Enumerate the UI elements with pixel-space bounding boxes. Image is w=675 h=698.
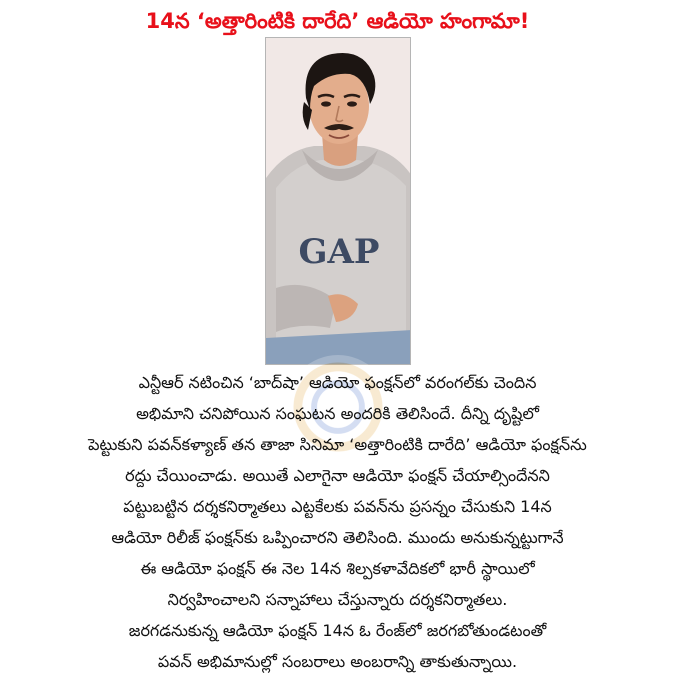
article-line: ఈ ఆడియో ఫంక్షన్ ఈ నెల 14న శిల్పకళావేదికలో భారీ స్థాయిలో bbox=[140, 559, 535, 578]
article-line: ఆడియో రిలీజ్ ఫంక్షన్‌కు ఒప్పించారని తెలిసింది. ముందు అనుకున్నట్టుగానే bbox=[111, 528, 564, 547]
article-line: జరగడనుకున్న ఆడియో ఫంక్షన్ 14న ఓ రేంజ్‌లో జరగబోతుండటంతో bbox=[128, 621, 547, 640]
actor-photo bbox=[265, 37, 411, 365]
actor-photo-illustration bbox=[266, 38, 411, 365]
article-line: రద్దు చేయించాడు. అయితే ఎలాగైనా ఆడియో ఫంక్షన్ చేయాల్సిందేనని bbox=[125, 466, 550, 485]
article-line: ఎన్టీఆర్ నటించిన ‘బాద్‌షా’ ఆడియో ఫంక్షన్‌లో వరంగల్‌కు చెందిన bbox=[138, 373, 537, 392]
article-line: పట్టుబట్టిన దర్శకనిర్మాతలు ఎట్టకేలకు పవన్‌ను ప్రసన్నం చేసుకుని 14న bbox=[123, 497, 552, 516]
article-line: పెట్టుకుని పవన్‌కళ్యాణ్ తన తాజా సినిమా ‘అత్తారింటికి దారేది’ ఆడియో ఫంక్షన్‌ను bbox=[88, 435, 587, 454]
headline: 14న ‘అత్తారింటికి దారేది’ ఆడియో హంగామా! bbox=[145, 9, 530, 33]
svg-text:GAP: GAP bbox=[298, 232, 380, 272]
article-line: పవన్ అభిమానుల్లో సంబరాలు అంబరాన్ని తాకుతున్నాయి. bbox=[157, 652, 518, 671]
article-line: నిర్వహించాలని సన్నాహాలు చేస్తున్నారు దర్శకనిర్మాతలు. bbox=[167, 590, 508, 609]
article-line: అభిమాని చనిపోయిన సంఘటన అందరికి తెలిసిందే. దీన్ని దృష్టిలో bbox=[136, 404, 539, 423]
